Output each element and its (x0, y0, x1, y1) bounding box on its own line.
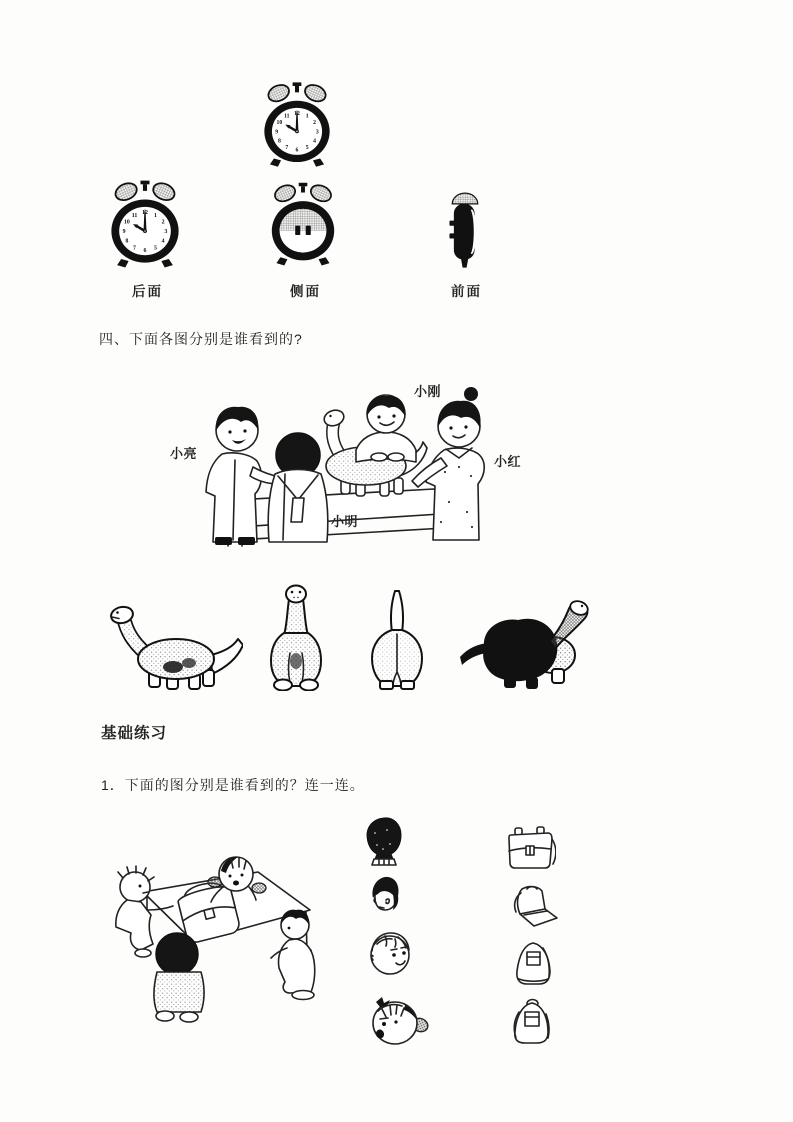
child-head-back-view-icon (363, 815, 405, 867)
toy-dinosaur-left-side-view-icon (101, 597, 243, 692)
alarm-clock-front-view-top-icon (257, 82, 337, 168)
backpack-back-pocket-view-icon (510, 996, 556, 1046)
child-bottom-back-view-figure (154, 933, 204, 1022)
boy-head-side-view-icon (366, 874, 400, 918)
children-backpack-scene-illustration (103, 830, 348, 1025)
boy-right-kneeling-figure (271, 910, 315, 1000)
toy-dinosaur-front-view-icon (268, 583, 324, 691)
boy-head-front-view-icon (365, 928, 413, 978)
girl-head-with-pigtail-icon (364, 993, 430, 1048)
clock-view-label-front: 前面 (451, 284, 482, 299)
alarm-clock-back-view-icon (264, 182, 342, 267)
name-label-xiaogang: 小刚 (414, 384, 442, 399)
alarm-clock-front-view-icon (104, 180, 186, 269)
name-label-xiaohong: 小红 (494, 454, 522, 469)
child-xiaohong-figure (412, 387, 484, 540)
toy-dinosaur-right-side-view-icon (456, 593, 596, 691)
question-four-text: 四、下面各图分别是谁看到的? (99, 331, 303, 347)
backpack-front-flap-view-icon (504, 825, 556, 871)
toy-dinosaur-back-view-icon (368, 588, 426, 690)
child-xiaoming-figure (268, 433, 328, 542)
backpack-side-pocket-view-icon (513, 939, 555, 987)
clock-view-label-side: 侧面 (290, 284, 321, 299)
clock-view-label-back: 后面 (132, 284, 163, 299)
alarm-clock-side-view-icon (443, 184, 487, 270)
exercise-one-text: 1．下面的图分别是谁看到的？连一连。 (101, 777, 365, 793)
name-label-xiaoliang: 小亮 (170, 446, 198, 461)
backpack-top-flap-view-icon (507, 883, 559, 931)
name-label-xiaoming: 小明 (331, 514, 359, 529)
basic-practice-heading: 基础练习 (101, 725, 168, 742)
child-xiaogang-figure (356, 395, 416, 462)
